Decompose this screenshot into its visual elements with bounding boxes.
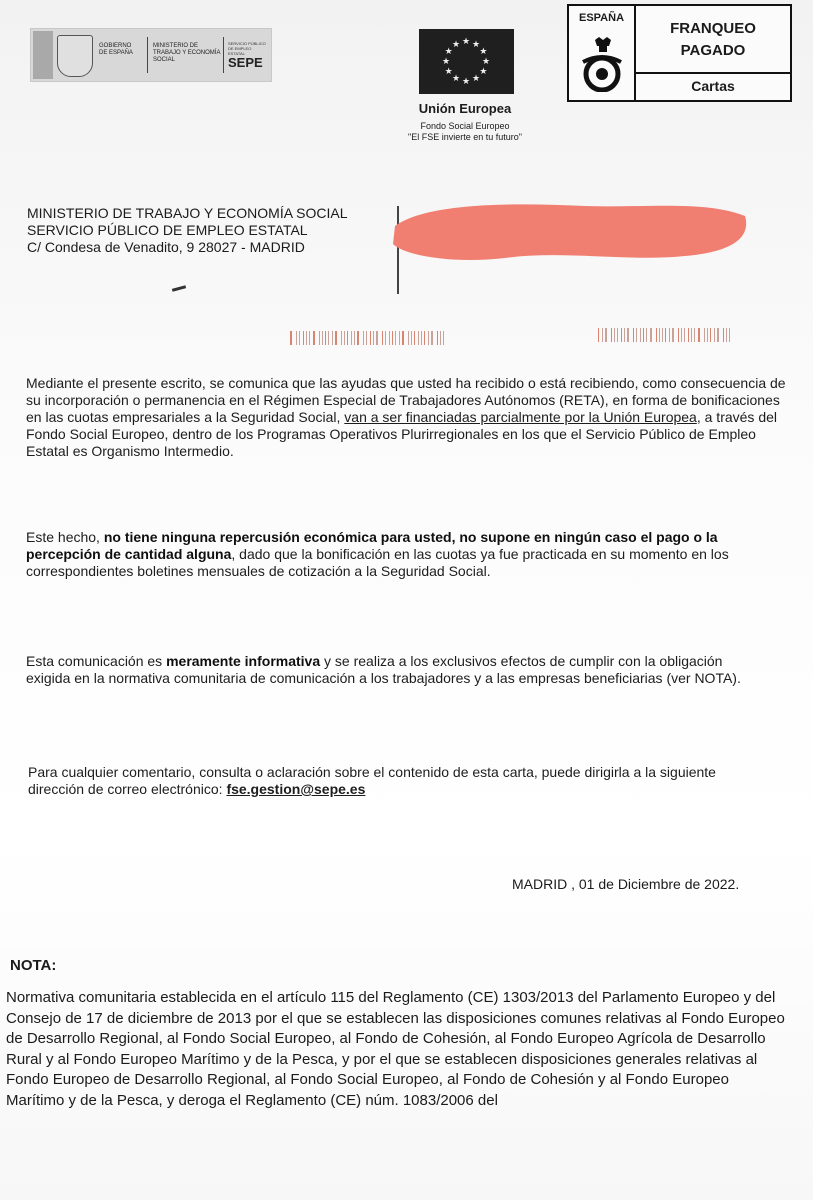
- barcode-bar: [347, 331, 348, 345]
- eu-star-icon: ★: [442, 56, 451, 66]
- sender-line-ministry: MINISTERIO DE TRABAJO Y ECONOMÍA SOCIAL: [27, 205, 348, 221]
- barcode-bar: [678, 328, 679, 342]
- barcode-bar: [385, 331, 386, 345]
- barcode-bar: [309, 331, 310, 345]
- paragraph-ayudas: [26, 375, 786, 460]
- barcode-bar: [636, 328, 637, 342]
- barcode-left: [290, 331, 530, 345]
- barcode-bar: [424, 331, 425, 345]
- barcode-bar: [694, 328, 695, 342]
- barcode-bar: [643, 328, 644, 342]
- postage-label: FRANQUEO PAGADO: [670, 20, 756, 59]
- barcode-right: [598, 328, 808, 342]
- paragraph-text: , a través del Fondo Social Europeo, dentro de los Programas Operativos Plurirregionales en los que el Servicio Público de Empleo Estatal es Organismo Intermedio.: [26, 409, 777, 459]
- barcode-bar: [614, 328, 615, 342]
- barcode-bar: [431, 331, 433, 345]
- eu-star-icon: ★: [472, 73, 481, 84]
- barcode-bar: [633, 328, 634, 342]
- gobierno-espana-logo: [30, 28, 272, 82]
- barcode-bar: [659, 328, 660, 342]
- barcode-bar: [665, 328, 666, 342]
- eu-star-icon: ★: [479, 46, 488, 56]
- barcode-bar: [640, 328, 641, 342]
- eu-star-icon: ★: [444, 46, 453, 56]
- eu-star-icon: ★: [462, 76, 471, 86]
- logo-divider: [223, 37, 224, 73]
- barcode-bar: [723, 328, 724, 342]
- barcode-bar: [411, 331, 412, 345]
- barcode-bar: [437, 331, 438, 345]
- barcode-bar: [296, 331, 297, 345]
- ink-smudge: [172, 285, 186, 292]
- barcode-bar: [421, 331, 422, 345]
- barcode-bar: [726, 328, 727, 342]
- postage-box: [567, 4, 792, 102]
- eu-star-icon: ★: [472, 38, 481, 49]
- sender-line-service: SERVICIO PÚBLICO DE EMPLEO ESTATAL: [27, 222, 308, 238]
- barcode-bar: [646, 328, 647, 342]
- paragraph-repercusion: [26, 529, 786, 580]
- barcode-bar: [656, 328, 657, 342]
- barcode-bar: [684, 328, 685, 342]
- postage-country: ESPAÑA: [578, 12, 625, 24]
- barcode-bar: [395, 331, 396, 345]
- barcode-bar: [328, 331, 329, 345]
- barcode-bar: [366, 331, 367, 345]
- barcode-bar: [370, 331, 371, 345]
- paragraph-text: Mediante el presente escrito, se comunica que las ayudas que usted ha recibido o está recibiendo, como consecuencia de su incorporación o permanencia en el Régimen Especial de Trabajadores Autónomos (RETA), en forma de bonificaciones en las cuotas empresariales a la Seguridad Social,: [26, 375, 786, 425]
- barcode-bar: [418, 331, 419, 345]
- nota-text: Normativa comunitaria establecida en el artículo 115 del Reglamento (CE) 1303/2013 del Parlamento Europeo y del Consejo de 17 de diciembre de 2013 por el que se establecen las disposiciones comunes relativas al Fondo Europeo de Desarrollo Regional, al Fondo Social Europeo, al Fondo de Cohesión, al Fondo Europeo Agrícola de Desarrollo Rural y al Fondo Europeo Marítimo y de la Pesca, y por el que se establecen disposiciones generales relativas al Fondo Europeo de Desarrollo Regional, al Fondo Social Europeo, al Fondo de Cohesión y al Fondo Europeo Marítimo y de la Pesca, y deroga el Reglamento (CE) núm. 1083/2006 del: [6, 989, 785, 1109]
- barcode-bar: [399, 331, 400, 345]
- redaction-mark: [385, 196, 753, 266]
- eu-star-icon: ★: [462, 36, 471, 46]
- paragraph-text: Este hecho,: [26, 529, 104, 545]
- barcode-bar: [669, 328, 670, 342]
- barcode-bar: [681, 328, 682, 342]
- barcode-bar: [443, 331, 444, 345]
- barcode-bar: [688, 328, 689, 342]
- barcode-bar: [691, 328, 692, 342]
- postage-type: Cartas: [691, 78, 735, 94]
- eu-star-icon: ★: [452, 38, 461, 49]
- barcode-bar: [707, 328, 708, 342]
- eu-star-icon: ★: [482, 56, 491, 66]
- barcode-bar: [704, 328, 705, 342]
- eu-star-icon: ★: [444, 66, 453, 76]
- eu-star-icon: ★: [452, 73, 461, 84]
- barcode-bar: [313, 331, 315, 345]
- sender-address: [27, 205, 348, 256]
- barcode-bar: [373, 331, 374, 345]
- barcode-bar: [389, 331, 390, 345]
- barcode-bar: [598, 328, 599, 342]
- paragraph-text: Esta comunicación es: [26, 653, 167, 669]
- barcode-bar: [303, 331, 304, 345]
- paragraph-text: , dado que la bonificación en las cuotas ya fue practicada en su momento en los correspondientes boletines mensuales de cotización a la Seguridad Social.: [26, 546, 729, 579]
- barcode-bar: [621, 328, 622, 342]
- barcode-bar: [376, 331, 378, 345]
- barcode-bar: [729, 328, 730, 342]
- underlined-phrase: van a ser financiadas parcialmente por la Unión Europea: [344, 409, 697, 425]
- barcode-bar: [344, 331, 345, 345]
- barcode-bar: [627, 328, 629, 342]
- gov-logo-text-ministerio: MINISTERIO DE TRABAJO Y ECONOMÍA SOCIAL: [153, 43, 221, 63]
- barcode-bar: [306, 331, 307, 345]
- barcode-bar: [351, 331, 352, 345]
- bold-phrase: no tiene ninguna repercusión económica para usted, no supone en ningún caso el pago o la percepción de cantidad alguna: [26, 529, 718, 562]
- barcode-bar: [299, 331, 300, 345]
- barcode-bar: [717, 328, 719, 342]
- coat-of-arms-icon: [57, 35, 93, 77]
- logo-divider: [147, 37, 148, 73]
- paragraph-text: Para cualquier comentario, consulta o aclaración sobre el contenido de esta carta, puede dirigirla a la siguiente dirección de correo electrónico:: [28, 764, 716, 797]
- barcode-bar: [611, 328, 612, 342]
- barcode-bar: [332, 331, 333, 345]
- eu-flag-icon: [419, 29, 514, 94]
- bold-phrase: meramente informativa: [166, 653, 321, 669]
- barcode-bar: [624, 328, 625, 342]
- barcode-bar: [617, 328, 618, 342]
- barcode-bar: [354, 331, 355, 345]
- nota-heading: NOTA:: [10, 957, 57, 974]
- barcode-bar: [382, 331, 383, 345]
- contact-email-link[interactable]: fse.gestion@sepe.es: [226, 781, 366, 797]
- paragraph-contacto: [28, 764, 768, 798]
- letter-date: MADRID , 01 de Diciembre de 2022.: [512, 876, 740, 892]
- sepe-logo-text: SEPE: [228, 55, 263, 70]
- eu-title: Unión Europea: [418, 101, 512, 116]
- postage-hline: [636, 72, 790, 74]
- barcode-bar: [363, 331, 364, 345]
- paragraph-informativa: [26, 653, 766, 687]
- barcode-bar: [650, 328, 652, 342]
- barcode-bar: [402, 331, 404, 345]
- gov-logo-text-gobierno: GOBIERNO DE ESPAÑA: [99, 43, 133, 56]
- barcode-bar: [319, 331, 320, 345]
- barcode-bar: [357, 331, 359, 345]
- barcode-bar: [662, 328, 663, 342]
- barcode-bar: [605, 328, 607, 342]
- barcode-bar: [290, 331, 292, 345]
- barcode-bar: [408, 331, 409, 345]
- flag-stripe: [33, 31, 53, 79]
- barcode-bar: [698, 328, 700, 342]
- eu-motto: "El FSE invierte en tu futuro": [408, 132, 522, 142]
- barcode-bar: [602, 328, 603, 342]
- barcode-bar: [710, 328, 711, 342]
- paragraph-text: y se realiza a los exclusivos efectos de cumplir con la obligación exigida en la normativa comunitaria de comunicación a los trabajadores y a las empresas beneficiarias (ver NOTA).: [26, 653, 741, 686]
- eu-fund-name: Fondo Social Europeo: [420, 121, 510, 131]
- gov-logo-text-servicio: SERVICIO PÚBLICO DE EMPLEO ESTATAL: [228, 41, 266, 56]
- sender-line-street: C/ Condesa de Venadito, 9 28027 - MADRID: [27, 239, 305, 255]
- correos-horn-icon: [577, 36, 627, 92]
- eu-star-icon: ★: [479, 66, 488, 76]
- barcode-bar: [335, 331, 337, 345]
- barcode-bar: [714, 328, 715, 342]
- barcode-bar: [392, 331, 393, 345]
- barcode-bar: [672, 328, 674, 342]
- barcode-bar: [428, 331, 429, 345]
- barcode-bar: [322, 331, 323, 345]
- barcode-bar: [414, 331, 415, 345]
- barcode-bar: [341, 331, 342, 345]
- barcode-bar: [325, 331, 326, 345]
- barcode-bar: [440, 331, 441, 345]
